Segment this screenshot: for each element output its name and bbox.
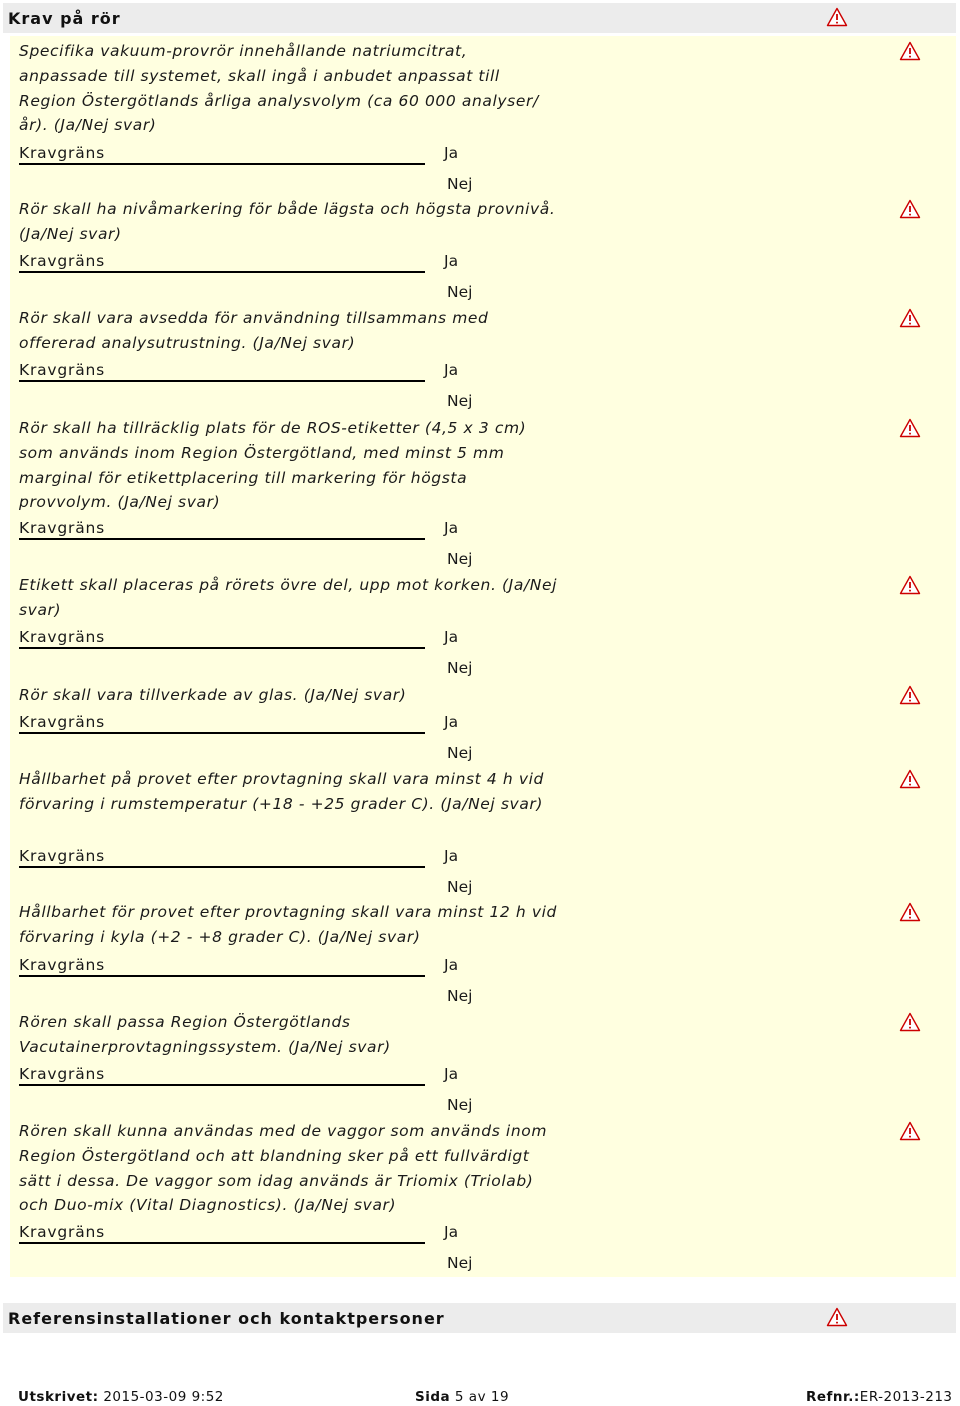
- printed-value: 2015-03-09 9:52: [103, 1389, 224, 1405]
- kravgrans-label: Kravgräns: [19, 252, 106, 270]
- option-no[interactable]: Nej: [447, 550, 473, 568]
- kravgrans-label: Kravgräns: [19, 1223, 106, 1241]
- option-yes[interactable]: Ja: [444, 1065, 459, 1083]
- kravgrans-label: Kravgräns: [19, 847, 106, 865]
- warning-icon[interactable]: [826, 7, 848, 27]
- section-header-referensinstallationer: [3, 1303, 956, 1333]
- answer-line: [19, 1242, 425, 1244]
- kravgrans-label: Kravgräns: [19, 713, 106, 731]
- option-yes[interactable]: Ja: [444, 519, 459, 537]
- kravgrans-row: [10, 626, 956, 686]
- kravgrans-row: [10, 711, 956, 771]
- kravgrans-label: Kravgräns: [19, 1065, 106, 1083]
- footer-page: [415, 1389, 509, 1405]
- option-yes[interactable]: Ja: [444, 252, 459, 270]
- page-label: Sida: [415, 1389, 451, 1405]
- option-no[interactable]: Nej: [447, 659, 473, 677]
- requirement-text: Rör skall ha nivåmarkering för både lägsta och högsta provnivå. (Ja/Nej svar): [19, 200, 556, 243]
- option-yes[interactable]: Ja: [444, 956, 459, 974]
- warning-icon[interactable]: [899, 769, 921, 789]
- kravgrans-row: [10, 1063, 956, 1123]
- warning-icon[interactable]: [899, 41, 921, 61]
- option-no[interactable]: Nej: [447, 1254, 473, 1272]
- kravgrans-row: [10, 954, 956, 1014]
- option-no[interactable]: Nej: [447, 878, 473, 896]
- requirement-text: Rör skall vara avsedda för användning tillsammans med offererad analysutrustning. (Ja/Nej svar): [19, 309, 489, 352]
- kravgrans-row: [10, 1221, 956, 1281]
- warning-icon[interactable]: [899, 902, 921, 922]
- requirement-text: Etikett skall placeras på rörets övre del, upp mot korken. (Ja/Nej svar): [19, 576, 557, 619]
- option-no[interactable]: Nej: [447, 744, 473, 762]
- kravgrans-row: [10, 142, 956, 202]
- page-value: 5 av 19: [454, 1389, 510, 1405]
- answer-line: [19, 163, 425, 165]
- requirement-text: Rör skall vara tillverkade av glas. (Ja/Nej svar): [19, 686, 407, 704]
- kravgrans-row: [10, 359, 956, 419]
- warning-icon[interactable]: [899, 1012, 921, 1032]
- requirement-text: Specifika vakuum-provrör innehållande natriumcitrat, anpassade till systemet, skall ingå i anbudet anpassat till Region Östergötlands årliga analysvolym (ca 60 000 analyser/år). (Ja/Nej svar): [19, 42, 539, 135]
- section-header-krav-pa-ror: [3, 3, 956, 33]
- requirement-text: Rören skall kunna användas med de vaggor som används inom Region Östergötland och att blandning sker på ett fullvärdigt sätt i dessa. De vaggor som idag används är Triomix (Triolab) och Duo-mix (Vital Diagnostics). (Ja/Nej svar): [19, 1122, 548, 1215]
- answer-line: [19, 975, 425, 977]
- section-title: Referensinstallationer och kontaktpersoner: [8, 1309, 445, 1328]
- warning-icon[interactable]: [899, 1121, 921, 1141]
- kravgrans-row: [10, 517, 956, 577]
- ref-value: ER-2013-213: [859, 1389, 953, 1405]
- footer-ref: [806, 1389, 953, 1405]
- answer-line: [19, 866, 425, 868]
- option-no[interactable]: Nej: [447, 175, 473, 193]
- warning-icon[interactable]: [899, 199, 921, 219]
- answer-line: [19, 647, 425, 649]
- answer-line: [19, 380, 425, 382]
- warning-icon[interactable]: [899, 575, 921, 595]
- option-no[interactable]: Nej: [447, 1096, 473, 1114]
- option-yes[interactable]: Ja: [444, 144, 459, 162]
- option-yes[interactable]: Ja: [444, 713, 459, 731]
- requirements-panel: [10, 36, 956, 1277]
- requirement-text: Rören skall passa Region Östergötlands Vacutainerprovtagningssystem. (Ja/Nej svar): [19, 1013, 391, 1056]
- answer-line: [19, 732, 425, 734]
- option-no[interactable]: Nej: [447, 987, 473, 1005]
- option-yes[interactable]: Ja: [444, 361, 459, 379]
- ref-label: Refnr.:: [806, 1389, 860, 1405]
- answer-line: [19, 1084, 425, 1086]
- warning-icon[interactable]: [899, 685, 921, 705]
- kravgrans-row: [10, 845, 956, 905]
- printed-label: Utskrivet:: [18, 1389, 99, 1405]
- requirement-text: Hållbarhet på provet efter provtagning skall vara minst 4 h vid förvaring i rumstemperatur (+18 - +25 grader C). (Ja/Nej svar): [19, 770, 544, 813]
- section-title: Krav på rör: [8, 9, 121, 28]
- option-yes[interactable]: Ja: [444, 847, 459, 865]
- option-yes[interactable]: Ja: [444, 628, 459, 646]
- warning-icon[interactable]: [826, 1307, 848, 1327]
- option-no[interactable]: Nej: [447, 283, 473, 301]
- footer-printed: [18, 1389, 224, 1405]
- requirement-text: Hållbarhet för provet efter provtagning skall vara minst 12 h vid förvaring i kyla (+2 - +8 grader C). (Ja/Nej svar): [19, 903, 557, 946]
- kravgrans-label: Kravgräns: [19, 519, 106, 537]
- kravgrans-label: Kravgräns: [19, 628, 106, 646]
- kravgrans-label: Kravgräns: [19, 361, 106, 379]
- warning-icon[interactable]: [899, 308, 921, 328]
- option-no[interactable]: Nej: [447, 392, 473, 410]
- option-yes[interactable]: Ja: [444, 1223, 459, 1241]
- answer-line: [19, 538, 425, 540]
- warning-icon[interactable]: [899, 418, 921, 438]
- kravgrans-label: Kravgräns: [19, 144, 106, 162]
- requirement-text: Rör skall ha tillräcklig plats för de ROS-etiketter (4,5 x 3 cm) som används inom Region Östergötland, med minst 5 mm marginal för etikettplacering till markering för högsta provvolym. (Ja/Nej svar): [19, 419, 527, 512]
- kravgrans-row: [10, 250, 956, 310]
- kravgrans-label: Kravgräns: [19, 956, 106, 974]
- answer-line: [19, 271, 425, 273]
